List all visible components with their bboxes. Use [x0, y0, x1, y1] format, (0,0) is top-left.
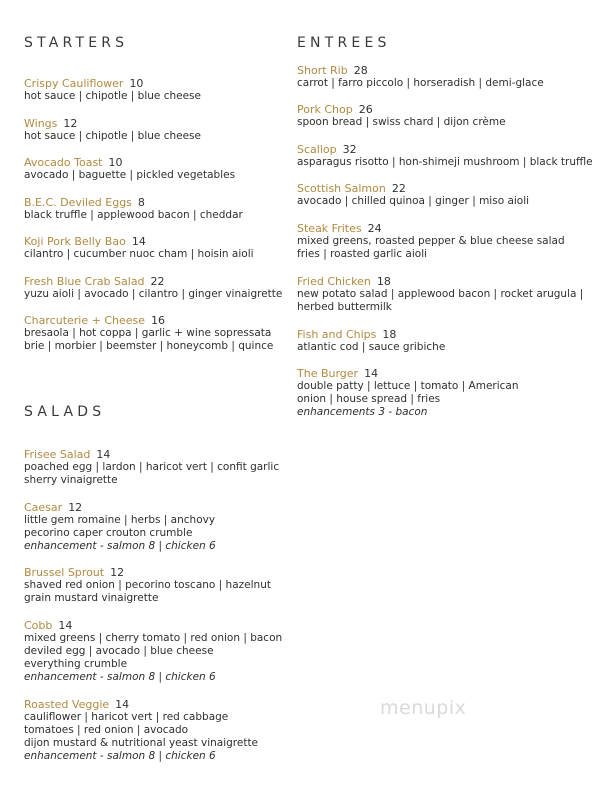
item-price: 14	[96, 448, 111, 461]
item-price: 32	[342, 143, 357, 156]
item-description: onion | house spread | fries	[297, 393, 441, 405]
item-description: poached egg | lardon | haricot vert | confit garlic	[24, 461, 280, 473]
menu-item	[297, 182, 602, 208]
item-description: avocado | baguette | pickled vegetables	[24, 169, 236, 181]
item-name: Fried Chicken	[297, 275, 371, 288]
item-description: yuzu aioli | avocado | cilantro | ginger vinaigrette	[24, 288, 283, 300]
item-description: new potato salad | applewood bacon | rocket arugula |	[297, 288, 584, 300]
menu-item	[24, 314, 286, 353]
item-description: grain mustard vinaigrette	[24, 592, 159, 604]
item-price: 26	[358, 103, 373, 116]
item-description: dijon mustard & nutritional yeast vinaigrette	[24, 737, 259, 749]
item-enhancement: enhancement - salmon 8 | chicken 6	[24, 750, 216, 762]
menu-item	[297, 275, 602, 314]
item-price: 16	[151, 314, 166, 327]
menu-item	[24, 698, 286, 763]
entrees-heading: ENTREES	[297, 35, 391, 51]
menupix-watermark: menupix	[380, 697, 467, 719]
item-name: Wings	[24, 117, 58, 130]
item-description: bresaola | hot coppa | garlic + wine sopressata	[24, 327, 272, 339]
item-description: spoon bread | swiss chard | dijon crème	[297, 116, 506, 128]
item-price: 22	[391, 182, 406, 195]
item-name: Charcuterie + Cheese	[24, 314, 146, 327]
item-name: Brussel Sprout	[24, 566, 105, 579]
menu-item	[24, 448, 286, 487]
item-description: deviled egg | avocado | blue cheese	[24, 645, 214, 657]
item-name: Fish and Chips	[297, 328, 377, 341]
item-price: 18	[382, 328, 397, 341]
item-description: little gem romaine | herbs | anchovy	[24, 514, 216, 526]
item-description: fries | roasted garlic aioli	[297, 248, 428, 260]
item-name: Koji Pork Belly Bao	[24, 235, 126, 248]
item-description: hot sauce | chipotle | blue cheese	[24, 90, 201, 102]
item-enhancement: enhancement - salmon 8 | chicken 6	[24, 540, 216, 552]
item-description: avocado | chilled quinoa | ginger | miso aioli	[297, 195, 530, 207]
item-name: Short Rib	[297, 64, 348, 77]
menu-item	[297, 103, 602, 129]
item-name: Scallop	[297, 143, 337, 156]
item-price: 28	[353, 64, 368, 77]
menu-item	[24, 117, 286, 143]
salads-heading: SALADS	[24, 404, 106, 420]
item-description: cilantro | cucumber nuoc cham | hoisin aioli	[24, 248, 254, 260]
menu-item	[24, 275, 286, 301]
item-price: 12	[68, 501, 83, 514]
item-name: Roasted Veggie	[24, 698, 110, 711]
item-name: Steak Frites	[297, 222, 362, 235]
item-description: pecorino caper crouton crumble	[24, 527, 193, 539]
item-description: cauliflower | haricot vert | red cabbage	[24, 711, 229, 723]
item-description: everything crumble	[24, 658, 128, 670]
item-enhancement: enhancement - salmon 8 | chicken 6	[24, 671, 216, 683]
item-price: 18	[376, 275, 391, 288]
menu-item	[24, 196, 286, 222]
item-name: Avocado Toast	[24, 156, 103, 169]
item-description: asparagus risotto | hon-shimeji mushroom | black truffle	[297, 156, 593, 168]
menu-item	[297, 328, 602, 354]
item-description: black truffle | applewood bacon | cheddar	[24, 209, 243, 221]
menu-item	[24, 235, 286, 261]
item-price: 10	[108, 156, 123, 169]
item-description: carrot | farro piccolo | horseradish | demi-glace	[297, 77, 544, 89]
menu-item	[24, 77, 286, 103]
menu-item	[297, 143, 602, 169]
menu-item	[24, 501, 286, 553]
item-description: sherry vinaigrette	[24, 474, 118, 486]
item-name: Caesar	[24, 501, 63, 514]
item-name: B.E.C. Deviled Eggs	[24, 196, 132, 209]
item-price: 14	[364, 367, 379, 380]
item-price: 14	[131, 235, 146, 248]
item-price: 24	[367, 222, 382, 235]
item-name: Fresh Blue Crab Salad	[24, 275, 145, 288]
item-price: 12	[63, 117, 78, 130]
menu-item	[297, 367, 602, 419]
item-description: mixed greens | cherry tomato | red onion | bacon	[24, 632, 283, 644]
item-name: Pork Chop	[297, 103, 353, 116]
menu-item	[297, 222, 602, 261]
menu-item	[24, 619, 286, 684]
item-price: 8	[137, 196, 145, 209]
item-description: hot sauce | chipotle | blue cheese	[24, 130, 201, 142]
item-description: double patty | lettuce | tomato | American	[297, 380, 519, 392]
item-description: brie | morbier | beemster | honeycomb | quince	[24, 340, 274, 352]
menu-item	[297, 64, 602, 90]
item-description: tomatoes | red onion | avocado	[24, 724, 189, 736]
item-price: 14	[58, 619, 73, 632]
item-description: mixed greens, roasted pepper & blue cheese salad	[297, 235, 565, 247]
item-name: The Burger	[297, 367, 359, 380]
item-description: atlantic cod | sauce gribiche	[297, 341, 446, 353]
item-enhancement: enhancements 3 - bacon	[297, 406, 428, 418]
item-name: Scottish Salmon	[297, 182, 386, 195]
item-price: 12	[110, 566, 125, 579]
item-name: Crispy Cauliflower	[24, 77, 124, 90]
item-name: Frisee Salad	[24, 448, 91, 461]
item-description: shaved red onion | pecorino toscano | hazelnut	[24, 579, 271, 591]
item-description: herbed buttermilk	[297, 301, 392, 313]
item-price: 10	[129, 77, 144, 90]
menu-item	[24, 156, 286, 182]
starters-heading: STARTERS	[24, 35, 129, 51]
item-price: 22	[150, 275, 165, 288]
item-price: 14	[115, 698, 130, 711]
item-name: Cobb	[24, 619, 53, 632]
menu-item	[24, 566, 286, 605]
